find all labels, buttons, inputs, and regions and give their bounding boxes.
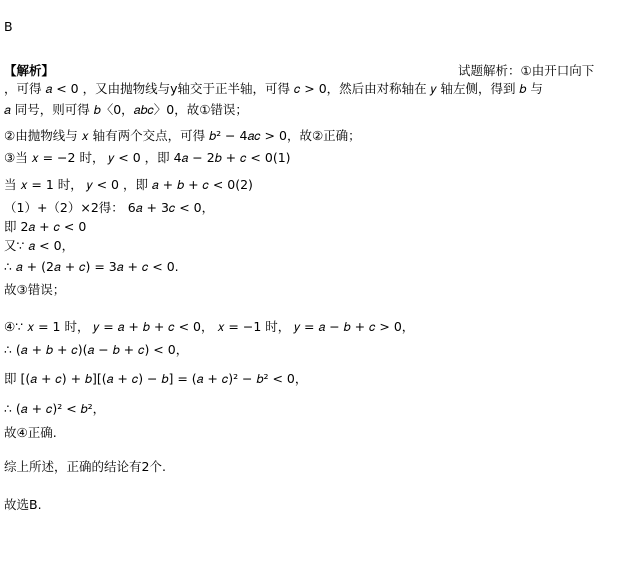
solution-line: 又∵ 𝑎 < 0， bbox=[4, 238, 75, 253]
analysis-intro: 试题解析：①由开口向下 bbox=[458, 63, 595, 78]
solution-line: ，可得 𝑎 < 0 ，又由抛物线与y轴交于正半轴，可得 𝑐 > 0，然后由对称轴在 𝑦 轴左侧，得到 𝑏 与 bbox=[4, 81, 543, 96]
solution-line: ③当 𝑥 = −2 时， 𝑦 < 0 ，即 4𝑎 − 2𝑏 + 𝑐 < 0(1) bbox=[4, 150, 291, 165]
solution-line: ∴ 𝑎 + (2𝑎 + 𝑐) = 3𝑎 + 𝑐 < 0. bbox=[4, 259, 179, 274]
solution-line: 故③错误； bbox=[4, 282, 66, 297]
final-answer-line: 故选B. bbox=[4, 497, 42, 512]
solution-line: ④∵ 𝑥 = 1 时， 𝑦 = 𝑎 + 𝑏 + 𝑐 < 0， 𝑥 = −1 时， 𝑦 = 𝑎 − 𝑏 + 𝑐 > 0， bbox=[4, 319, 415, 334]
solution-line: ②由抛物线与 𝑥 轴有两个交点，可得 𝑏² − 4𝑎𝑐 > 0，故②正确； bbox=[4, 128, 361, 143]
solution-line: 即 [(𝑎 + 𝑐) + 𝑏][(𝑎 + 𝑐) − 𝑏] = (𝑎 + 𝑐)² − 𝑏² < 0， bbox=[4, 371, 308, 386]
solution-line: ∴ (𝑎 + 𝑏 + 𝑐)(𝑎 − 𝑏 + 𝑐) < 0， bbox=[4, 342, 189, 357]
solution-line: ∴ (𝑎 + 𝑐)² < 𝑏²， bbox=[4, 401, 106, 416]
solution-line: 𝑎 同号，则可得 𝑏〈0，𝑎𝑏𝑐〉0，故①错误； bbox=[4, 102, 248, 117]
analysis-tag: 【解析】 bbox=[4, 63, 55, 78]
solution-line: 故④正确. bbox=[4, 425, 57, 440]
summary-line: 综上所述，正确的结论有2个. bbox=[4, 459, 166, 474]
solution-line: 即 2𝑎 + 𝑐 < 0 bbox=[4, 219, 87, 234]
solution-line: （1）+（2）×2得： 6𝑎 + 3𝑐 < 0， bbox=[4, 200, 215, 215]
solution-line: 当 𝑥 = 1 时， 𝑦 < 0 ，即 𝑎 + 𝑏 + 𝑐 < 0(2) bbox=[4, 177, 253, 192]
answer-label: B bbox=[4, 19, 13, 34]
